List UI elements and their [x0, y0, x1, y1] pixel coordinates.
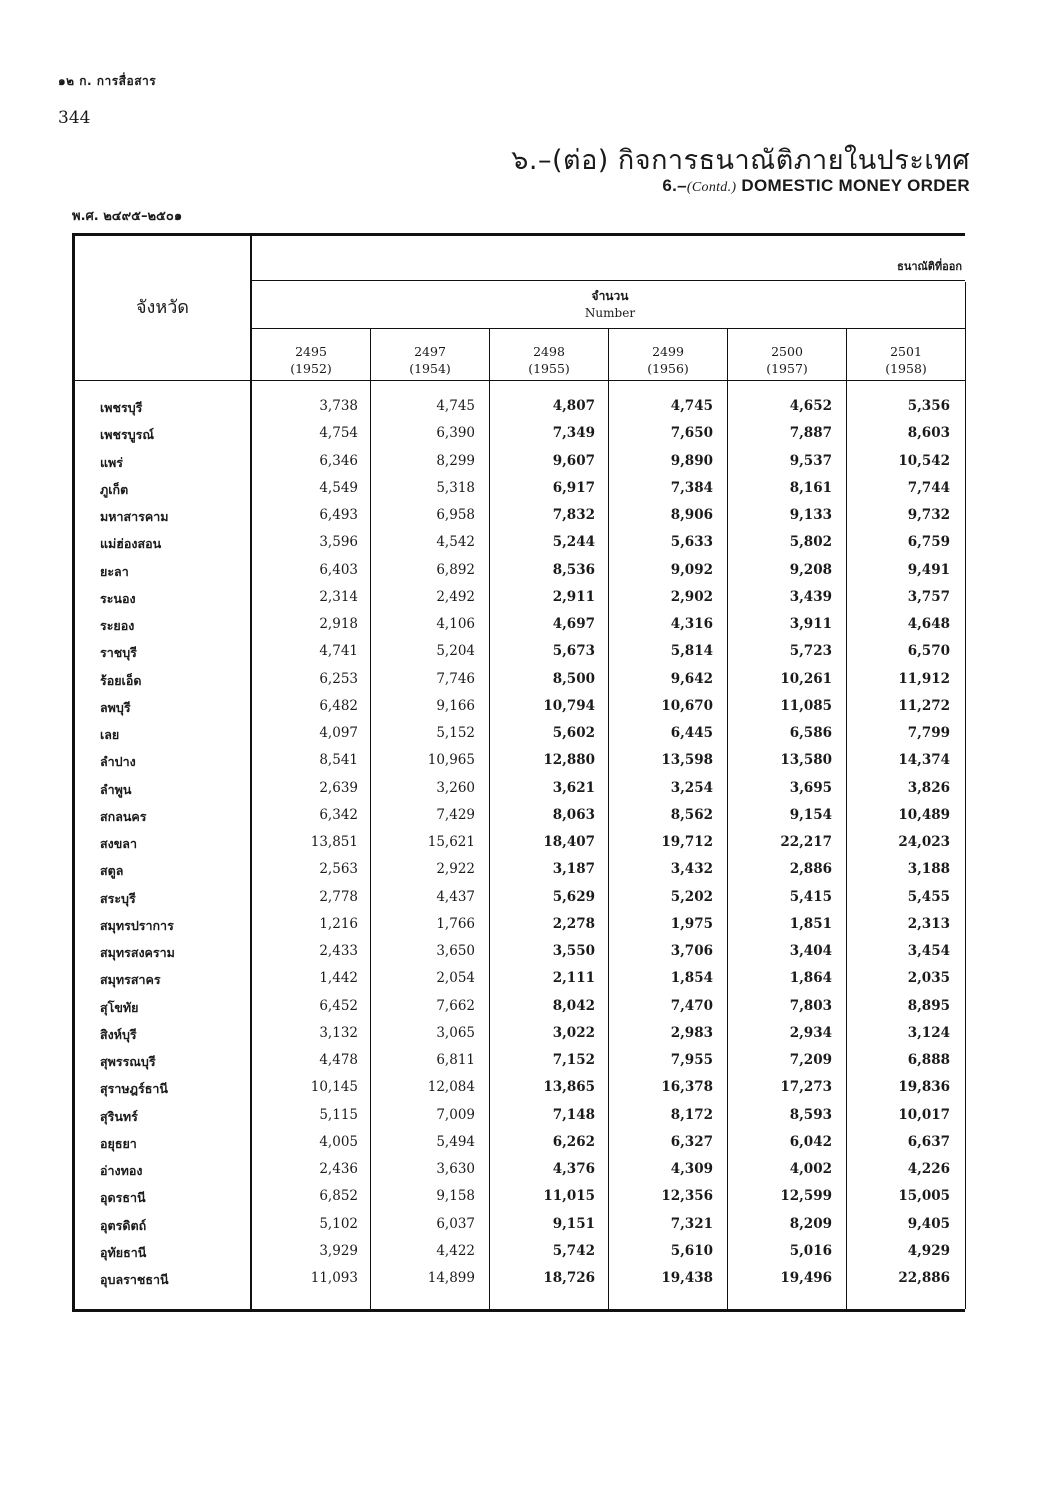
- table-row: [0, 752, 1040, 779]
- cell-2501: 14,374: [898, 752, 950, 769]
- table-row: [0, 1188, 1040, 1215]
- cell-2497: 7,662: [436, 997, 475, 1014]
- cell-2497: 7,009: [436, 1106, 475, 1123]
- table-row: [0, 698, 1040, 725]
- cell-2498: 4,697: [552, 616, 595, 632]
- cell-2495: 4,097: [319, 725, 358, 741]
- cell-2500: 9,537: [789, 452, 832, 469]
- cell-2499: 9,890: [670, 452, 713, 469]
- table-row: [0, 1270, 1040, 1297]
- cell-2495: 10,145: [310, 1079, 358, 1096]
- cell-2500: 1,851: [789, 915, 832, 932]
- cell-2499: 10,670: [661, 697, 713, 714]
- cell-2501: 3,124: [907, 1024, 950, 1041]
- cell-2500: 9,133: [789, 507, 832, 523]
- year-header: [371, 343, 489, 377]
- cell-2500: 7,887: [789, 425, 832, 442]
- cell-2499: 9,642: [670, 670, 713, 687]
- cell-2498: 8,536: [552, 561, 595, 578]
- province-name: เพชรบูรณ์: [100, 427, 154, 443]
- table-row: [0, 780, 1040, 807]
- cell-2495: 4,754: [319, 425, 358, 442]
- table-row: [0, 671, 1040, 698]
- cell-2497: 3,630: [436, 1161, 475, 1177]
- cell-2499: 5,633: [670, 534, 713, 551]
- cell-2499: 4,309: [670, 1161, 713, 1177]
- cell-2499: 3,706: [670, 943, 713, 959]
- province-name: ร้อยเอ็ด: [100, 672, 142, 688]
- cell-2498: 18,407: [543, 834, 595, 850]
- year-be: 2497: [414, 344, 446, 359]
- province-name: ระนอง: [100, 590, 136, 606]
- page-number: 344: [58, 108, 91, 128]
- province-name: สิงห์บุรี: [100, 1026, 137, 1042]
- cell-2500: 6,042: [789, 1133, 832, 1150]
- province-name: สงขลา: [100, 836, 137, 851]
- cell-2497: 4,437: [436, 888, 475, 905]
- province-name: แม่ฮ่องสอน: [100, 536, 162, 552]
- province-name: สุโขทัย: [100, 999, 139, 1015]
- cell-2501: 24,023: [898, 834, 950, 850]
- issued-header: ธนาณัติที่ออก: [897, 260, 962, 273]
- year-be: 2495: [295, 344, 327, 359]
- cell-2497: 6,037: [436, 1215, 475, 1232]
- province-name: ลำปาง: [100, 754, 136, 770]
- cell-2495: 2,639: [319, 779, 358, 796]
- cell-2501: 10,489: [898, 806, 950, 823]
- cell-2499: 2,902: [670, 588, 713, 605]
- table-row: [0, 534, 1040, 561]
- cell-2498: 4,376: [552, 1161, 595, 1177]
- cell-2495: 2,778: [319, 888, 358, 905]
- cell-2500: 4,002: [789, 1161, 832, 1177]
- province-name: อุทัยธานี: [100, 1244, 147, 1260]
- cell-2501: 3,757: [907, 588, 950, 605]
- cell-2497: 15,621: [427, 834, 475, 850]
- province-name: ลพบุรี: [100, 699, 131, 715]
- cell-2501: 5,356: [907, 398, 950, 414]
- cell-2500: 9,208: [789, 561, 832, 578]
- cell-2498: 5,602: [552, 725, 595, 741]
- cell-2499: 13,598: [661, 752, 713, 769]
- province-name: สมุทรสาคร: [100, 972, 161, 988]
- cell-2495: 3,132: [319, 1024, 358, 1041]
- table-row: [0, 562, 1040, 589]
- cell-2499: 3,254: [670, 779, 713, 796]
- header-bottom-rule: [75, 380, 965, 381]
- cell-2501: 8,895: [907, 997, 950, 1014]
- cell-2495: 6,493: [319, 507, 358, 523]
- province-name: อุดรธานี: [100, 1190, 146, 1206]
- cell-2501: 9,732: [907, 507, 950, 523]
- province-name: อุตรดิตถ์: [100, 1217, 147, 1233]
- year-ce: (1955): [528, 361, 570, 376]
- cell-2495: 6,452: [319, 997, 358, 1014]
- cell-2501: 4,648: [907, 616, 950, 632]
- cell-2495: 1,216: [319, 915, 358, 932]
- cell-2499: 5,814: [670, 643, 713, 660]
- cell-2499: 7,955: [670, 1052, 713, 1068]
- cell-2497: 3,260: [436, 779, 475, 796]
- table-row: [0, 834, 1040, 861]
- cell-2501: 2,313: [907, 915, 950, 932]
- cell-2499: 4,745: [670, 398, 713, 414]
- table-row: [0, 943, 1040, 970]
- cell-2497: 4,542: [436, 534, 475, 551]
- table-row: [0, 807, 1040, 834]
- cell-2498: 3,022: [552, 1024, 595, 1041]
- cell-2497: 2,922: [436, 861, 475, 878]
- cell-2500: 3,439: [789, 588, 832, 605]
- cell-2499: 19,712: [661, 834, 713, 850]
- cell-2499: 8,906: [670, 507, 713, 523]
- cell-2497: 2,492: [436, 588, 475, 605]
- title-english-number: 6.–: [662, 176, 687, 195]
- cell-2500: 5,415: [789, 888, 832, 905]
- cell-2495: 2,436: [319, 1161, 358, 1177]
- cell-2498: 4,807: [552, 398, 595, 414]
- table-row: [0, 861, 1040, 888]
- table-row: [0, 998, 1040, 1025]
- cell-2498: 7,349: [552, 425, 595, 442]
- cell-2500: 13,580: [780, 752, 832, 769]
- cell-2500: 5,016: [789, 1242, 832, 1259]
- province-name: มหาสารคาม: [100, 509, 169, 524]
- table-row: [0, 1107, 1040, 1134]
- cell-2499: 7,321: [670, 1215, 713, 1232]
- cell-2495: 2,918: [319, 616, 358, 632]
- cell-2501: 6,888: [907, 1052, 950, 1068]
- cell-2497: 6,390: [436, 425, 475, 442]
- cell-2501: 10,542: [898, 452, 950, 469]
- cell-2495: 4,741: [319, 643, 358, 660]
- cell-2498: 5,673: [552, 643, 595, 660]
- cell-2499: 8,562: [670, 806, 713, 823]
- cell-2501: 19,836: [898, 1079, 950, 1096]
- year-header: [847, 343, 965, 377]
- province-name: อ่างทอง: [100, 1163, 143, 1178]
- cell-2495: 4,005: [319, 1133, 358, 1150]
- table-row: [0, 1216, 1040, 1243]
- cell-2499: 6,327: [670, 1133, 713, 1150]
- cell-2499: 2,983: [670, 1024, 713, 1041]
- cell-2497: 3,650: [436, 943, 475, 959]
- cell-2498: 8,063: [552, 806, 595, 823]
- cell-2497: 7,429: [436, 806, 475, 823]
- cell-2498: 7,152: [552, 1052, 595, 1068]
- period-label: พ.ศ. ๒๔๙๕–๒๕๐๑: [72, 209, 183, 224]
- cell-2500: 11,085: [780, 697, 832, 714]
- cell-2501: 7,799: [907, 725, 950, 741]
- cell-2501: 22,886: [898, 1270, 950, 1286]
- province-header: จังหวัด: [136, 297, 189, 318]
- cell-2495: 6,346: [319, 452, 358, 469]
- cell-2501: 5,455: [907, 888, 950, 905]
- cell-2501: 11,272: [898, 697, 950, 714]
- cell-2501: 6,759: [907, 534, 950, 551]
- province-name: สตูล: [100, 863, 124, 879]
- cell-2497: 4,106: [436, 616, 475, 632]
- year-header: [609, 343, 727, 377]
- cell-2500: 7,803: [789, 997, 832, 1014]
- year-be: 2498: [533, 344, 565, 359]
- title-english-text: DOMESTIC MONEY ORDER: [736, 176, 970, 195]
- cell-2499: 1,975: [670, 915, 713, 932]
- table-row: [0, 398, 1040, 425]
- cell-2500: 1,864: [789, 970, 832, 987]
- cell-2501: 8,603: [907, 425, 950, 442]
- cell-2500: 17,273: [780, 1079, 832, 1096]
- cell-2497: 6,811: [436, 1052, 475, 1068]
- cell-2498: 3,550: [552, 943, 595, 959]
- table-bottom-rule: [72, 1309, 965, 1312]
- cell-2501: 15,005: [898, 1188, 950, 1205]
- province-name: สระบุรี: [100, 890, 136, 906]
- cell-2499: 1,854: [670, 970, 713, 987]
- cell-2499: 3,432: [670, 861, 713, 878]
- cell-2495: 4,549: [319, 479, 358, 496]
- cell-2501: 3,188: [907, 861, 950, 878]
- cell-2500: 19,496: [780, 1270, 832, 1286]
- cell-2497: 6,892: [436, 561, 475, 578]
- cell-2497: 9,166: [436, 697, 475, 714]
- year-header: [490, 343, 608, 377]
- cell-2495: 2,433: [319, 943, 358, 959]
- cell-2499: 19,438: [661, 1270, 713, 1286]
- table-row: [0, 507, 1040, 534]
- province-name: อุบลราชธานี: [100, 1272, 169, 1287]
- number-header-thai: จำนวน: [591, 289, 629, 303]
- table-row: [0, 425, 1040, 452]
- province-name: เลย: [100, 727, 120, 742]
- table-row: [0, 1025, 1040, 1052]
- cell-2497: 1,766: [436, 915, 475, 932]
- cell-2500: 6,586: [789, 725, 832, 741]
- province-name: สมุทรสงคราม: [100, 945, 175, 960]
- cell-2500: 3,911: [789, 616, 832, 632]
- cell-2501: 9,405: [907, 1215, 950, 1232]
- cell-2500: 8,161: [789, 479, 832, 496]
- cell-2500: 4,652: [789, 398, 832, 414]
- cell-2498: 5,244: [552, 534, 595, 551]
- year-header: [252, 343, 370, 377]
- cell-2499: 12,356: [661, 1188, 713, 1205]
- table-row: [0, 889, 1040, 916]
- cell-2498: 8,500: [552, 670, 595, 687]
- cell-2497: 3,065: [436, 1024, 475, 1041]
- cell-2497: 6,958: [436, 507, 475, 523]
- cell-2499: 9,092: [670, 561, 713, 578]
- cell-2499: 5,610: [670, 1242, 713, 1259]
- cell-2497: 4,745: [436, 398, 475, 414]
- table-row: [0, 1243, 1040, 1270]
- issued-rule: [252, 280, 965, 281]
- cell-2498: 7,148: [552, 1106, 595, 1123]
- cell-2500: 2,934: [789, 1024, 832, 1041]
- table-row: [0, 1079, 1040, 1106]
- cell-2498: 5,742: [552, 1242, 595, 1259]
- cell-2497: 5,204: [436, 643, 475, 660]
- province-name: สมุทรปราการ: [100, 917, 174, 933]
- province-name: สุรินทร์: [100, 1108, 138, 1124]
- table-row: [0, 643, 1040, 670]
- cell-2495: 3,596: [319, 534, 358, 551]
- table-row: [0, 916, 1040, 943]
- cell-2497: 7,746: [436, 670, 475, 687]
- cell-2498: 13,865: [543, 1079, 595, 1096]
- cell-2499: 16,378: [661, 1079, 713, 1096]
- table-row: [0, 725, 1040, 752]
- cell-2498: 6,262: [552, 1133, 595, 1150]
- cell-2500: 9,154: [789, 806, 832, 823]
- number-header: [252, 288, 968, 322]
- cell-2501: 4,226: [907, 1161, 950, 1177]
- cell-2495: 6,403: [319, 561, 358, 578]
- cell-2501: 3,826: [907, 779, 950, 796]
- cell-2500: 3,404: [789, 943, 832, 959]
- cell-2500: 7,209: [789, 1052, 832, 1068]
- cell-2495: 2,314: [319, 588, 358, 605]
- cell-2495: 3,929: [319, 1242, 358, 1259]
- province-name: เพชรบุรี: [100, 400, 143, 415]
- cell-2498: 7,832: [552, 507, 595, 523]
- province-name: ลำพูน: [100, 781, 132, 797]
- cell-2497: 14,899: [427, 1270, 475, 1286]
- province-name: สุราษฎร์ธานี: [100, 1081, 168, 1097]
- year-be: 2500: [771, 344, 803, 359]
- title-english: [662, 176, 970, 196]
- year-ce: (1956): [647, 361, 689, 376]
- cell-2501: 4,929: [907, 1242, 950, 1259]
- cell-2497: 5,494: [436, 1133, 475, 1150]
- cell-2495: 6,852: [319, 1188, 358, 1205]
- cell-2497: 10,965: [427, 752, 475, 769]
- cell-2501: 7,744: [907, 479, 950, 496]
- province-name: ภูเก็ต: [100, 481, 129, 497]
- year-ce: (1954): [409, 361, 451, 376]
- cell-2497: 5,152: [436, 725, 475, 741]
- cell-2500: 5,723: [789, 643, 832, 660]
- cell-2495: 13,851: [310, 834, 358, 850]
- cell-2500: 10,261: [780, 670, 832, 687]
- cell-2495: 3,738: [319, 398, 358, 414]
- year-ce: (1958): [885, 361, 927, 376]
- cell-2495: 11,093: [310, 1270, 358, 1286]
- cell-2497: 9,158: [436, 1188, 475, 1205]
- province-name: ยะลา: [100, 563, 129, 579]
- year-header: [728, 343, 846, 377]
- cell-2500: 2,886: [789, 861, 832, 878]
- cell-2501: 3,454: [907, 943, 950, 959]
- cell-2497: 5,318: [436, 479, 475, 496]
- table-top-rule: [72, 233, 965, 236]
- cell-2501: 2,035: [907, 970, 950, 987]
- cell-2501: 6,637: [907, 1133, 950, 1150]
- cell-2498: 8,042: [552, 997, 595, 1014]
- table-row: [0, 970, 1040, 997]
- cell-2498: 5,629: [552, 888, 595, 905]
- cell-2500: 5,802: [789, 534, 832, 551]
- cell-2498: 10,794: [543, 697, 595, 714]
- table-row: [0, 480, 1040, 507]
- cell-2495: 2,563: [319, 861, 358, 878]
- year-ce: (1957): [766, 361, 808, 376]
- cell-2498: 9,607: [552, 452, 595, 469]
- province-name: สกลนคร: [100, 808, 147, 824]
- table-row: [0, 453, 1040, 480]
- table-row: [0, 1161, 1040, 1188]
- cell-2497: 2,054: [436, 970, 475, 987]
- province-name: ราชบุรี: [100, 645, 137, 661]
- table-row: [0, 589, 1040, 616]
- table-row: [0, 1134, 1040, 1161]
- cell-2498: 2,911: [552, 588, 595, 605]
- cell-2498: 6,917: [552, 479, 595, 496]
- cell-2495: 5,115: [319, 1106, 358, 1123]
- cell-2498: 11,015: [543, 1188, 595, 1205]
- cell-2495: 4,478: [319, 1052, 358, 1068]
- cell-2495: 6,342: [319, 806, 358, 823]
- cell-2500: 22,217: [780, 834, 832, 850]
- cell-2498: 3,187: [552, 861, 595, 878]
- province-name: อยุธยา: [100, 1135, 137, 1151]
- cell-2499: 7,470: [670, 997, 713, 1014]
- cell-2498: 9,151: [552, 1215, 595, 1232]
- province-name: ระยอง: [100, 618, 135, 633]
- cell-2501: 11,912: [898, 670, 950, 687]
- cell-2500: 3,695: [789, 779, 832, 796]
- cell-2499: 8,172: [670, 1106, 713, 1123]
- cell-2498: 2,278: [552, 915, 595, 932]
- cell-2500: 8,209: [789, 1215, 832, 1232]
- cell-2501: 10,017: [898, 1106, 950, 1123]
- cell-2498: 3,621: [552, 779, 595, 796]
- title-english-contd: (Contd.): [686, 180, 737, 195]
- cell-2495: 6,253: [319, 670, 358, 687]
- province-name: สุพรรณบุรี: [100, 1054, 156, 1069]
- cell-2498: 12,880: [543, 752, 595, 769]
- cell-2499: 7,384: [670, 479, 713, 496]
- year-ce: (1952): [290, 361, 332, 376]
- cell-2499: 4,316: [670, 616, 713, 632]
- running-head: ๑๒ ก. การสื่อสาร: [58, 74, 157, 88]
- title-thai: ๖.–(ต่อ) กิจการธนาณัติภายในประเทศ: [511, 145, 970, 176]
- cell-2495: 1,442: [319, 970, 358, 987]
- cell-2497: 12,084: [427, 1079, 475, 1096]
- table-row: [0, 616, 1040, 643]
- cell-2495: 8,541: [319, 752, 358, 769]
- cell-2500: 8,593: [789, 1106, 832, 1123]
- province-name: แพร่: [100, 454, 124, 470]
- year-be: 2501: [890, 344, 922, 359]
- cell-2498: 18,726: [543, 1270, 595, 1286]
- cell-2499: 7,650: [670, 425, 713, 442]
- cell-2498: 2,111: [552, 970, 595, 987]
- cell-2495: 6,482: [319, 697, 358, 714]
- cell-2501: 9,491: [907, 561, 950, 578]
- table-row: [0, 1052, 1040, 1079]
- cell-2495: 5,102: [319, 1215, 358, 1232]
- cell-2497: 4,422: [436, 1242, 475, 1259]
- year-be: 2499: [652, 344, 684, 359]
- cell-2499: 5,202: [670, 888, 713, 905]
- cell-2497: 8,299: [436, 452, 475, 469]
- cell-2501: 6,570: [907, 643, 950, 660]
- cell-2499: 6,445: [670, 725, 713, 741]
- number-header-english: Number: [584, 306, 636, 320]
- cell-2500: 12,599: [780, 1188, 832, 1205]
